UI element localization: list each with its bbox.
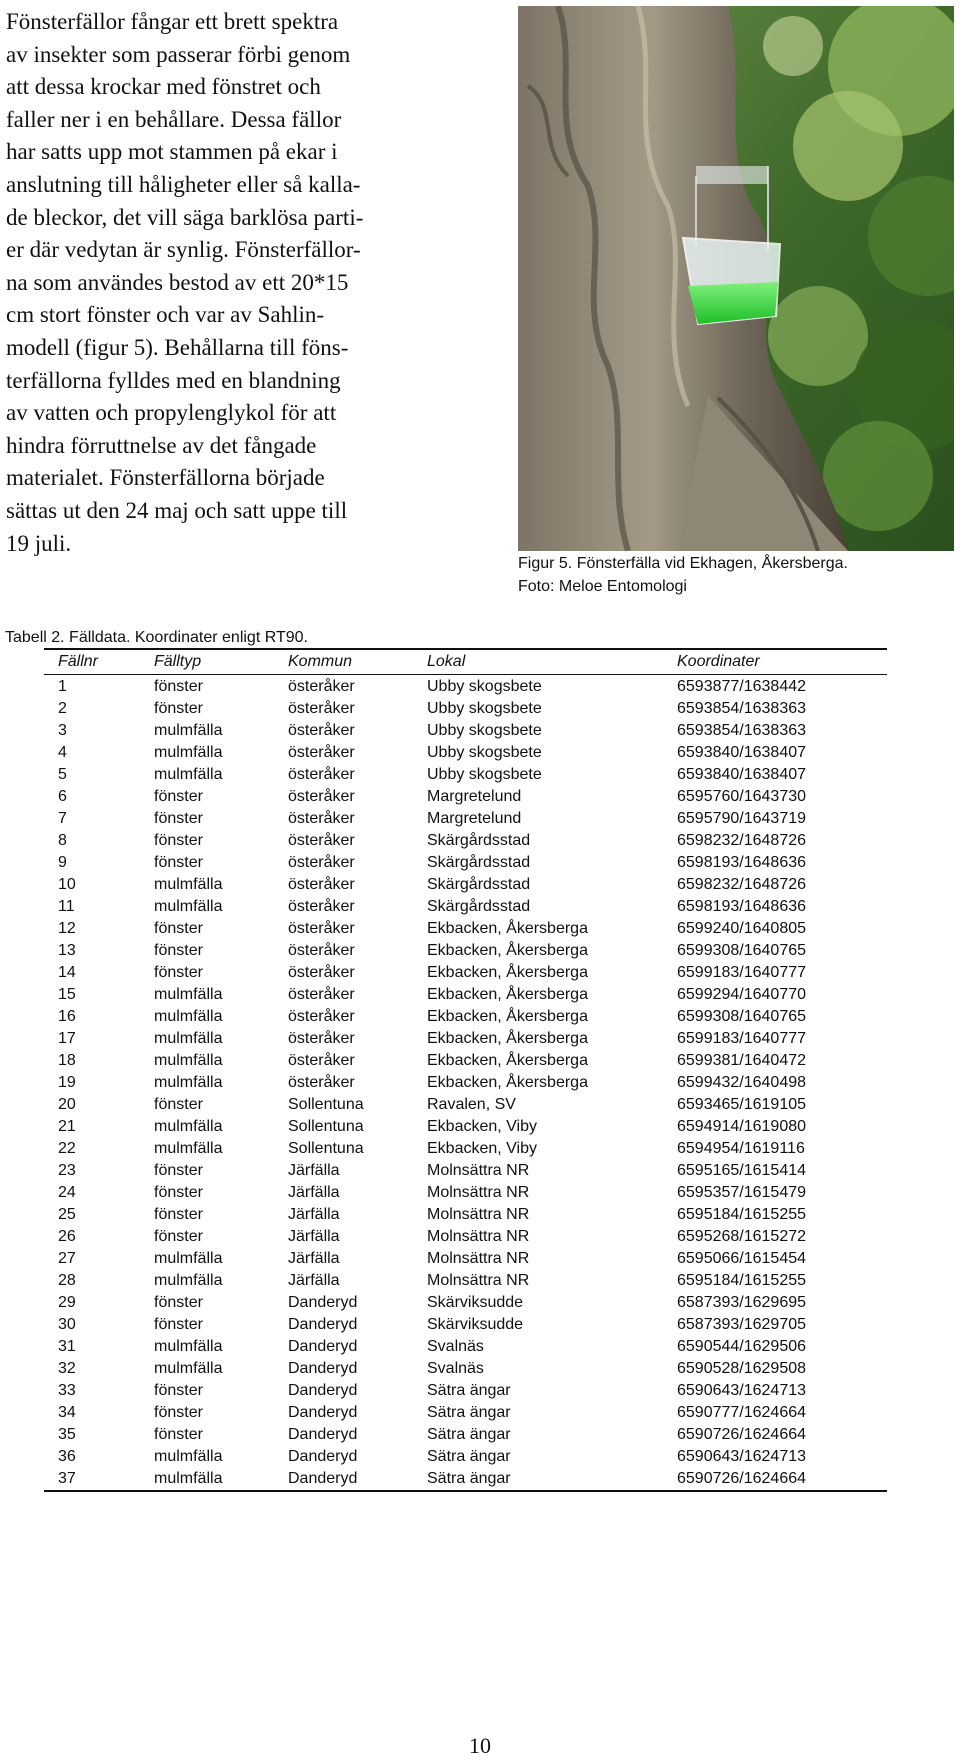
cell-koordinater: 6595760/1643730 — [677, 788, 807, 805]
table-row — [44, 918, 887, 940]
cell-fallnr: 17 — [58, 1030, 76, 1047]
cell-falltyp: mulmfälla — [154, 986, 223, 1003]
body-text-line: materialet. Fönsterfällorna började — [6, 465, 325, 491]
cell-koordinater: 6598232/1648726 — [677, 876, 807, 893]
cell-fallnr: 1 — [58, 678, 67, 695]
cell-lokal: Molnsättra NR — [427, 1272, 530, 1289]
cell-fallnr: 15 — [58, 986, 76, 1003]
cell-fallnr: 25 — [58, 1206, 76, 1223]
column-header-fallnr: Fällnr — [44, 649, 140, 675]
cell-kommun: österåker — [288, 898, 355, 915]
cell-kommun: österåker — [288, 1052, 355, 1069]
cell-lokal: Ekbacken, Viby — [427, 1118, 537, 1135]
cell-lokal: Margretelund — [427, 810, 522, 827]
cell-fallnr: 23 — [58, 1162, 76, 1179]
cell-falltyp: fönster — [154, 1404, 203, 1421]
table-row — [44, 1094, 887, 1116]
cell-koordinater: 6598232/1648726 — [677, 832, 807, 849]
table-row — [44, 962, 887, 984]
table-row — [44, 1468, 887, 1491]
cell-lokal: Sätra ängar — [427, 1426, 511, 1443]
cell-falltyp: mulmfälla — [154, 1118, 223, 1135]
table-row — [44, 1248, 887, 1270]
cell-kommun: österåker — [288, 788, 355, 805]
cell-fallnr: 35 — [58, 1426, 76, 1443]
cell-fallnr: 12 — [58, 920, 76, 937]
cell-koordinater: 6599308/1640765 — [677, 942, 807, 959]
figure-caption-credit: Foto: Meloe Entomologi — [518, 578, 687, 595]
cell-falltyp: mulmfälla — [154, 1008, 223, 1025]
cell-fallnr: 33 — [58, 1382, 76, 1399]
cell-lokal: Ubby skogsbete — [427, 722, 542, 739]
cell-lokal: Ekbacken, Åkersberga — [427, 1052, 588, 1069]
cell-lokal: Skärgårdsstad — [427, 832, 531, 849]
cell-koordinater: 6595165/1615414 — [677, 1162, 807, 1179]
cell-koordinater: 6590528/1629508 — [677, 1360, 807, 1377]
cell-kommun: österåker — [288, 810, 355, 827]
table-row — [44, 830, 887, 852]
cell-lokal: Margretelund — [427, 788, 522, 805]
cell-fallnr: 22 — [58, 1140, 76, 1157]
body-text-line: av insekter som passerar förbi genom — [6, 41, 351, 67]
column-header-koordinater: Koordinater — [663, 649, 887, 675]
cell-kommun: Danderyd — [288, 1426, 358, 1443]
table-row — [44, 1204, 887, 1226]
table-row — [44, 874, 887, 896]
table-row — [44, 896, 887, 918]
cell-koordinater: 6599240/1640805 — [677, 920, 807, 937]
table-row — [44, 1314, 887, 1336]
cell-kommun: österåker — [288, 700, 355, 717]
cell-fallnr: 21 — [58, 1118, 76, 1135]
column-header-lokal: Lokal — [413, 649, 663, 675]
body-text-line: de bleckor, det vill säga barklösa parti- — [6, 204, 364, 230]
cell-falltyp: fönster — [154, 920, 203, 937]
body-text-line: terfällorna fylldes med en blandning — [6, 367, 341, 393]
cell-fallnr: 4 — [58, 744, 67, 761]
cell-fallnr: 5 — [58, 766, 67, 783]
cell-lokal: Sätra ängar — [413, 1468, 663, 1491]
cell-fallnr: 3 — [58, 722, 67, 739]
cell-koordinater: 6595066/1615454 — [677, 1250, 807, 1267]
cell-falltyp: fönster — [154, 1184, 203, 1201]
cell-lokal: Skärgårdsstad — [427, 898, 531, 915]
cell-lokal: Ekbacken, Åkersberga — [427, 964, 588, 981]
cell-lokal: Svalnäs — [427, 1338, 484, 1355]
cell-lokal: Ekbacken, Viby — [427, 1140, 537, 1157]
cell-lokal: Molnsättra NR — [427, 1228, 530, 1245]
figure-caption-title: Figur 5. Fönsterfälla vid Ekhagen, Åkersberga. — [518, 555, 848, 572]
cell-kommun: Danderyd — [288, 1360, 358, 1377]
cell-fallnr: 31 — [58, 1338, 76, 1355]
table-row — [44, 1402, 887, 1424]
cell-kommun: österåker — [288, 920, 355, 937]
cell-kommun: österåker — [288, 854, 355, 871]
cell-kommun: Järfälla — [288, 1272, 340, 1289]
cell-falltyp: fönster — [154, 964, 203, 981]
cell-koordinater: 6594914/1619080 — [677, 1118, 807, 1135]
cell-lokal: Ubby skogsbete — [427, 744, 542, 761]
body-text-line: modell (figur 5). Behållarna till föns- — [6, 334, 349, 360]
cell-kommun: Järfälla — [288, 1162, 340, 1179]
cell-koordinater: 6593840/1638407 — [677, 766, 807, 783]
cell-falltyp: mulmfälla — [154, 1030, 223, 1047]
cell-koordinater: 6599183/1640777 — [677, 1030, 807, 1047]
cell-falltyp: fönster — [154, 1316, 203, 1333]
table-row — [44, 1270, 887, 1292]
body-text-line: att dessa krockar med fönstret och — [6, 74, 321, 100]
cell-lokal: Ubby skogsbete — [427, 678, 542, 695]
cell-fallnr: 27 — [58, 1250, 76, 1267]
cell-kommun: österåker — [288, 1030, 355, 1047]
body-text-line: cm stort fönster och var av Sahlin- — [6, 302, 325, 328]
body-text-line: er där vedytan är synlig. Fönsterfällor- — [6, 237, 361, 263]
cell-koordinater: 6599308/1640765 — [677, 1008, 807, 1025]
cell-koordinater: 6590777/1624664 — [677, 1404, 807, 1421]
cell-koordinater: 6599432/1640498 — [677, 1074, 807, 1091]
body-text-line: sättas ut den 24 maj och satt uppe till — [6, 497, 348, 523]
figure-photo — [518, 6, 954, 551]
cell-fallnr: 29 — [58, 1294, 76, 1311]
cell-lokal: Molnsättra NR — [427, 1162, 530, 1179]
cell-falltyp: fönster — [154, 1382, 203, 1399]
cell-kommun: Danderyd — [288, 1448, 358, 1465]
cell-falltyp: mulmfälla — [154, 1448, 223, 1465]
table-header-row — [44, 649, 887, 675]
table-row — [44, 1072, 887, 1094]
cell-koordinater: 6593840/1638407 — [677, 744, 807, 761]
cell-kommun: österåker — [288, 766, 355, 783]
cell-fallnr: 34 — [58, 1404, 76, 1421]
cell-koordinater: 6590544/1629506 — [677, 1338, 807, 1355]
cell-falltyp: fönster — [154, 1426, 203, 1443]
cell-falltyp: mulmfälla — [154, 898, 223, 915]
cell-lokal: Sätra ängar — [427, 1448, 511, 1465]
cell-falltyp: fönster — [154, 854, 203, 871]
cell-lokal: Sätra ängar — [427, 1382, 511, 1399]
body-text-line: av vatten och propylenglykol för att — [6, 400, 337, 426]
body-text-line: har satts upp mot stammen på ekar i — [6, 139, 338, 165]
cell-koordinater: 6593854/1638363 — [677, 722, 807, 739]
cell-koordinater: 6593877/1638442 — [677, 678, 807, 695]
cell-lokal: Skärgårdsstad — [427, 854, 531, 871]
cell-falltyp: mulmfälla — [154, 1250, 223, 1267]
table-row — [44, 1380, 887, 1402]
cell-kommun: Danderyd — [288, 1404, 358, 1421]
body-paragraph — [6, 6, 426, 560]
cell-koordinater: 6590726/1624664 — [663, 1468, 887, 1491]
cell-kommun: österåker — [288, 986, 355, 1003]
table-row — [44, 1160, 887, 1182]
column-header-falltyp: Fälltyp — [140, 649, 274, 675]
cell-falltyp: fönster — [154, 832, 203, 849]
cell-lokal: Ekbacken, Åkersberga — [427, 1008, 588, 1025]
cell-fallnr: 6 — [58, 788, 67, 805]
cell-falltyp: mulmfälla — [154, 1074, 223, 1091]
cell-fallnr: 9 — [58, 854, 67, 871]
cell-falltyp: mulmfälla — [154, 1338, 223, 1355]
cell-koordinater: 6590726/1624664 — [677, 1426, 807, 1443]
cell-falltyp: mulmfälla — [154, 744, 223, 761]
cell-lokal: Molnsättra NR — [427, 1250, 530, 1267]
cell-fallnr: 10 — [58, 876, 76, 893]
cell-lokal: Molnsättra NR — [427, 1184, 530, 1201]
table-row — [44, 940, 887, 962]
cell-lokal: Sätra ängar — [427, 1404, 511, 1421]
cell-falltyp: fönster — [154, 942, 203, 959]
body-text-line: na som användes bestod av ett 20*15 — [6, 269, 349, 295]
cell-koordinater: 6593854/1638363 — [677, 700, 807, 717]
cell-kommun: Danderyd — [288, 1294, 358, 1311]
cell-koordinater: 6595790/1643719 — [677, 810, 807, 827]
table-row — [44, 786, 887, 808]
cell-lokal: Skärviksudde — [427, 1294, 524, 1311]
page-number: 10 — [469, 1733, 491, 1758]
cell-koordinater: 6595268/1615272 — [677, 1228, 807, 1245]
cell-lokal: Svalnäs — [427, 1360, 484, 1377]
cell-falltyp: fönster — [154, 810, 203, 827]
trap-data-table — [44, 648, 887, 1492]
body-text-line: hindra förruttnelse av det fångade — [6, 432, 317, 458]
cell-kommun: Järfälla — [288, 1184, 340, 1201]
window-trap-photo — [518, 6, 954, 551]
cell-lokal: Skärviksudde — [427, 1316, 524, 1333]
column-header-kommun: Kommun — [274, 649, 413, 675]
cell-fallnr: 37 — [44, 1468, 140, 1491]
cell-lokal: Ekbacken, Åkersberga — [427, 986, 588, 1003]
cell-lokal: Ekbacken, Åkersberga — [427, 1074, 588, 1091]
cell-fallnr: 20 — [58, 1096, 76, 1113]
cell-kommun: Sollentuna — [288, 1140, 364, 1157]
cell-falltyp: mulmfälla — [154, 1052, 223, 1069]
cell-fallnr: 36 — [58, 1448, 76, 1465]
table-row — [44, 1226, 887, 1248]
table-row — [44, 764, 887, 786]
cell-falltyp: mulmfälla — [154, 1140, 223, 1157]
cell-koordinater: 6599183/1640777 — [677, 964, 807, 981]
table-row — [44, 1292, 887, 1314]
cell-fallnr: 19 — [58, 1074, 76, 1091]
table-row — [44, 1358, 887, 1380]
cell-koordinater: 6590643/1624713 — [677, 1448, 807, 1465]
cell-falltyp: fönster — [154, 678, 203, 695]
table-row — [44, 1050, 887, 1072]
cell-lokal: Ubby skogsbete — [427, 700, 542, 717]
cell-falltyp: mulmfälla — [154, 766, 223, 783]
cell-falltyp: fönster — [154, 788, 203, 805]
cell-falltyp: mulmfälla — [154, 722, 223, 739]
table-row — [44, 1336, 887, 1358]
cell-koordinater: 6595357/1615479 — [677, 1184, 807, 1201]
cell-kommun: österåker — [288, 964, 355, 981]
table-row — [44, 742, 887, 764]
cell-fallnr: 8 — [58, 832, 67, 849]
cell-koordinater: 6599381/1640472 — [677, 1052, 807, 1069]
cell-falltyp: fönster — [154, 1294, 203, 1311]
cell-kommun: österåker — [288, 832, 355, 849]
cell-fallnr: 13 — [58, 942, 76, 959]
cell-fallnr: 26 — [58, 1228, 76, 1245]
cell-fallnr: 32 — [58, 1360, 76, 1377]
cell-lokal: Ravalen, SV — [427, 1096, 516, 1113]
cell-kommun: Danderyd — [274, 1468, 413, 1491]
table-row — [44, 1116, 887, 1138]
cell-falltyp: mulmfälla — [154, 1360, 223, 1377]
cell-kommun: österåker — [288, 678, 355, 695]
cell-falltyp: mulmfälla — [154, 876, 223, 893]
table-row — [44, 698, 887, 720]
cell-fallnr: 7 — [58, 810, 67, 827]
cell-kommun: österåker — [288, 744, 355, 761]
body-text-line: 19 juli. — [6, 530, 72, 556]
cell-kommun: österåker — [288, 1074, 355, 1091]
cell-fallnr: 14 — [58, 964, 76, 981]
cell-fallnr: 16 — [58, 1008, 76, 1025]
cell-falltyp: fönster — [154, 1162, 203, 1179]
cell-falltyp: mulmfälla — [140, 1468, 274, 1491]
figure-caption — [518, 552, 958, 598]
cell-koordinater: 6594954/1619116 — [677, 1140, 805, 1157]
table-row — [44, 1446, 887, 1468]
cell-koordinater: 6593465/1619105 — [677, 1096, 807, 1113]
body-text-line: anslutning till håligheter eller så kalla- — [6, 171, 361, 197]
cell-lokal: Ekbacken, Åkersberga — [427, 1030, 588, 1047]
cell-kommun: österåker — [288, 722, 355, 739]
table-row — [44, 1028, 887, 1050]
table-row — [44, 1424, 887, 1446]
cell-lokal: Ekbacken, Åkersberga — [427, 920, 588, 937]
cell-koordinater: 6599294/1640770 — [677, 986, 807, 1003]
cell-kommun: Sollentuna — [288, 1096, 364, 1113]
cell-kommun: Järfälla — [288, 1228, 340, 1245]
cell-falltyp: fönster — [154, 1228, 203, 1245]
cell-koordinater: 6587393/1629695 — [677, 1294, 807, 1311]
table-row — [44, 675, 887, 699]
cell-kommun: Danderyd — [288, 1316, 358, 1333]
cell-koordinater: 6590643/1624713 — [677, 1382, 807, 1399]
cell-kommun: österåker — [288, 942, 355, 959]
cell-kommun: österåker — [288, 876, 355, 893]
cell-fallnr: 11 — [58, 898, 75, 915]
cell-kommun: Sollentuna — [288, 1118, 364, 1135]
cell-lokal: Skärgårdsstad — [427, 876, 531, 893]
table-caption: Tabell 2. Fälldata. Koordinater enligt RT90. — [5, 629, 308, 646]
cell-lokal: Molnsättra NR — [427, 1206, 530, 1223]
cell-koordinater: 6598193/1648636 — [677, 854, 807, 871]
cell-fallnr: 30 — [58, 1316, 76, 1333]
cell-kommun: Danderyd — [288, 1338, 358, 1355]
table-row — [44, 720, 887, 742]
table-row — [44, 852, 887, 874]
cell-lokal: Ubby skogsbete — [427, 766, 542, 783]
cell-falltyp: fönster — [154, 1206, 203, 1223]
cell-lokal: Ekbacken, Åkersberga — [427, 942, 588, 959]
cell-fallnr: 2 — [58, 700, 67, 717]
body-text-line: Fönsterfällor fångar ett brett spektra — [6, 9, 339, 34]
cell-kommun: Järfälla — [288, 1250, 340, 1267]
cell-fallnr: 24 — [58, 1184, 76, 1201]
cell-kommun: Danderyd — [288, 1382, 358, 1399]
cell-falltyp: mulmfälla — [154, 1272, 223, 1289]
cell-koordinater: 6595184/1615255 — [677, 1206, 807, 1223]
cell-koordinater: 6587393/1629705 — [677, 1316, 807, 1333]
table-row — [44, 1182, 887, 1204]
cell-falltyp: fönster — [154, 1096, 203, 1113]
cell-fallnr: 18 — [58, 1052, 76, 1069]
table-row — [44, 1006, 887, 1028]
cell-koordinater: 6595184/1615255 — [677, 1272, 807, 1289]
cell-falltyp: fönster — [154, 700, 203, 717]
table-row — [44, 984, 887, 1006]
cell-kommun: österåker — [288, 1008, 355, 1025]
cell-kommun: Järfälla — [288, 1206, 340, 1223]
table-row — [44, 808, 887, 830]
cell-koordinater: 6598193/1648636 — [677, 898, 807, 915]
cell-fallnr: 28 — [58, 1272, 76, 1289]
table-row — [44, 1138, 887, 1160]
body-text-line: faller ner i en behållare. Dessa fällor — [6, 106, 342, 132]
